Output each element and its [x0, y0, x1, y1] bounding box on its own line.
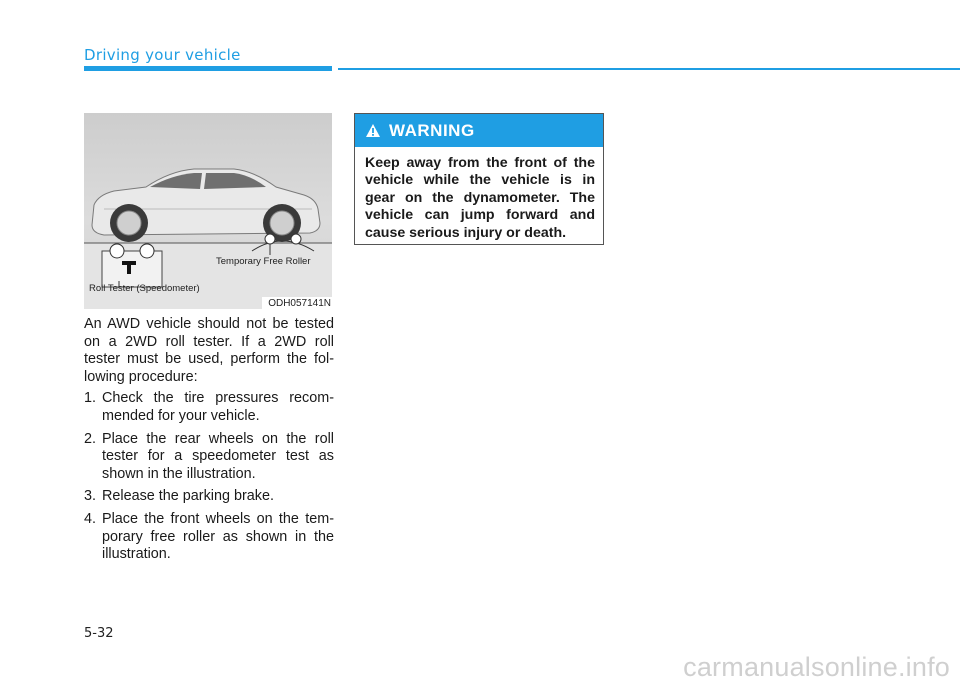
figure-code: ODH057141N	[262, 297, 332, 309]
list-item	[84, 431, 334, 484]
warning-title: WARNING	[389, 120, 475, 140]
warning-header	[355, 114, 603, 147]
body-text	[84, 316, 334, 569]
watermark: carmanualsonline.info	[683, 652, 950, 682]
illustration	[84, 113, 332, 309]
label-free-roller: Temporary Free Roller	[216, 256, 311, 267]
car-on-roll-tester-drawing	[84, 113, 332, 309]
warning-text: Keep away from the front of the vehicle while the vehicle is in gear on the dynamometer. The vehicle can jump forward and cause serious injury or death.	[365, 155, 595, 241]
step-text: Place the front wheels on the tem-porary free roller as shown in the illustration.	[102, 510, 334, 563]
procedure-steps	[84, 390, 334, 563]
list-item	[84, 390, 334, 425]
label-roll-tester: Roll Tester (Speedometer)	[89, 283, 200, 294]
list-item	[84, 511, 334, 564]
warning-triangle-icon	[365, 123, 381, 138]
step-text: Release the parking brake.	[102, 488, 274, 505]
header-rule-thin	[338, 68, 960, 70]
step-number: 4.	[84, 510, 97, 527]
step-number: 2.	[84, 430, 97, 447]
intro-paragraph: An AWD vehicle should not be tested on a 2WD roll tester. If a 2WD roll tester must be used, perform the fol-lowing procedure:	[84, 316, 334, 385]
section-title: Driving your vehicle	[84, 46, 241, 64]
page-number: 5-32	[84, 626, 114, 641]
header-rule-thick	[84, 66, 332, 71]
list-item	[84, 488, 334, 506]
step-number: 1.	[84, 390, 97, 407]
step-text: Check the tire pressures recom-mended for your vehicle.	[102, 390, 334, 424]
warning-box	[354, 113, 604, 245]
step-number: 3.	[84, 488, 97, 505]
step-text: Place the rear wheels on the roll tester for a speedometer test as shown in the illustration.	[102, 430, 334, 482]
